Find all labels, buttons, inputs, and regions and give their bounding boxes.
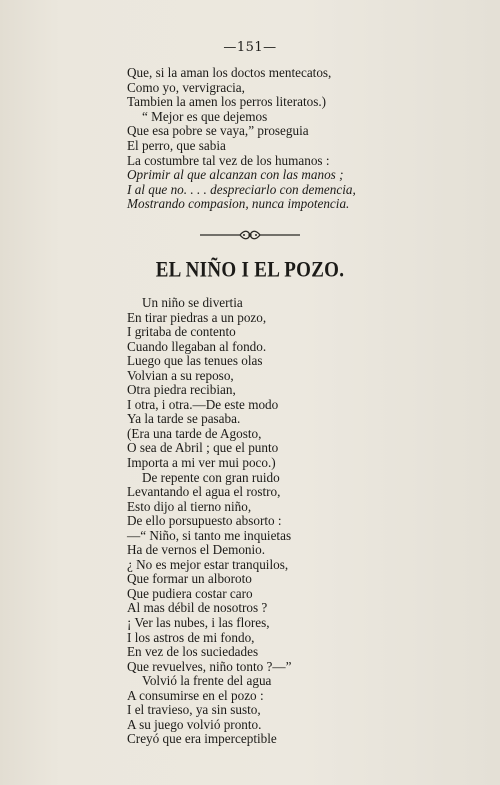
verse-line: Esto dijo al tierno niño,: [127, 498, 252, 514]
verse-line: I los astros de mi fondo,: [127, 629, 255, 645]
verse-line: Ha de vernos el Demonio.: [127, 542, 266, 558]
verse-line: Que revuelves, niño tonto ?—”: [127, 658, 292, 674]
verse-line: Otra piedra recibian,: [127, 382, 236, 398]
verse-line: Tambien la amen los perros literatos.): [127, 94, 327, 110]
page-number: —151—: [223, 40, 277, 55]
fleuron-divider-icon: [200, 228, 300, 242]
verse-line: Creyó que era imperceptible: [127, 731, 277, 747]
verse-line: El perro, que sabia: [127, 137, 226, 153]
verse-line: Que pudiera costar caro: [127, 585, 253, 601]
verse-line: Luego que las tenues olas: [127, 353, 263, 369]
verse-line: (Era una tarde de Agosto,: [127, 425, 262, 441]
verse-line: Al mas débil de nosotros ?: [127, 600, 268, 616]
verse-line: Como yo, vervigracia,: [127, 79, 245, 95]
verse-line: Que, si la aman los doctos mentecatos,: [127, 65, 332, 80]
verse-line: Cuando llegaban al fondo.: [127, 338, 267, 354]
verse-line: De repente con gran ruido: [142, 469, 280, 485]
verse-line: A su juego volvió pronto.: [127, 716, 262, 732]
poem-body: [127, 296, 291, 747]
verse-line: Mostrando compasion, nunca impotencia.: [127, 196, 350, 212]
verse-line: Volvió la frente del agua: [142, 673, 272, 689]
verse-line: ¡ Ver las nubes, i las flores,: [127, 615, 270, 631]
verse-line: “ Mejor es que dejemos: [142, 108, 268, 124]
verse-line: Levantando el agua el rostro,: [127, 484, 281, 500]
verse-line: Que formar un alboroto: [127, 571, 252, 587]
verse-line: Oprimir al que alcanzan con las manos ;: [127, 167, 344, 183]
verse-line: O sea de Abril ; que el punto: [127, 440, 279, 456]
verse-line: I al que no. . . . despreciarlo con demencia,: [127, 181, 356, 197]
verse-line: En vez de los suciedades: [127, 644, 259, 660]
verse-line: I gritaba de contento: [127, 324, 236, 340]
verse-line: La costumbre tal vez de los humanos :: [127, 152, 330, 168]
verse-line: Importa a mi ver mui poco.): [127, 455, 276, 471]
verse-line: Volvian a su reposo,: [127, 367, 234, 383]
verse-line: I otra, i otra.—De este modo: [127, 396, 279, 412]
verse-line: Ya la tarde se pasaba.: [127, 411, 241, 427]
poem-title: EL NIÑO I EL POZO.: [155, 258, 345, 283]
verse-line: En tirar piedras a un pozo,: [127, 309, 267, 325]
verse-line: De ello porsupuesto absorto :: [127, 513, 282, 529]
verse-line: I el travieso, ya sin susto,: [127, 702, 261, 718]
top-stanza: [127, 66, 356, 212]
verse-line: ¿ No es mejor estar tranquilos,: [127, 556, 289, 572]
verse-line: Un niño se divertia: [142, 295, 243, 310]
verse-line: —“ Niño, si tanto me inquietas: [127, 527, 292, 543]
verse-line: Que esa pobre se vaya,” proseguia: [127, 123, 309, 139]
verse-line: A consumirse en el pozo :: [127, 687, 264, 703]
